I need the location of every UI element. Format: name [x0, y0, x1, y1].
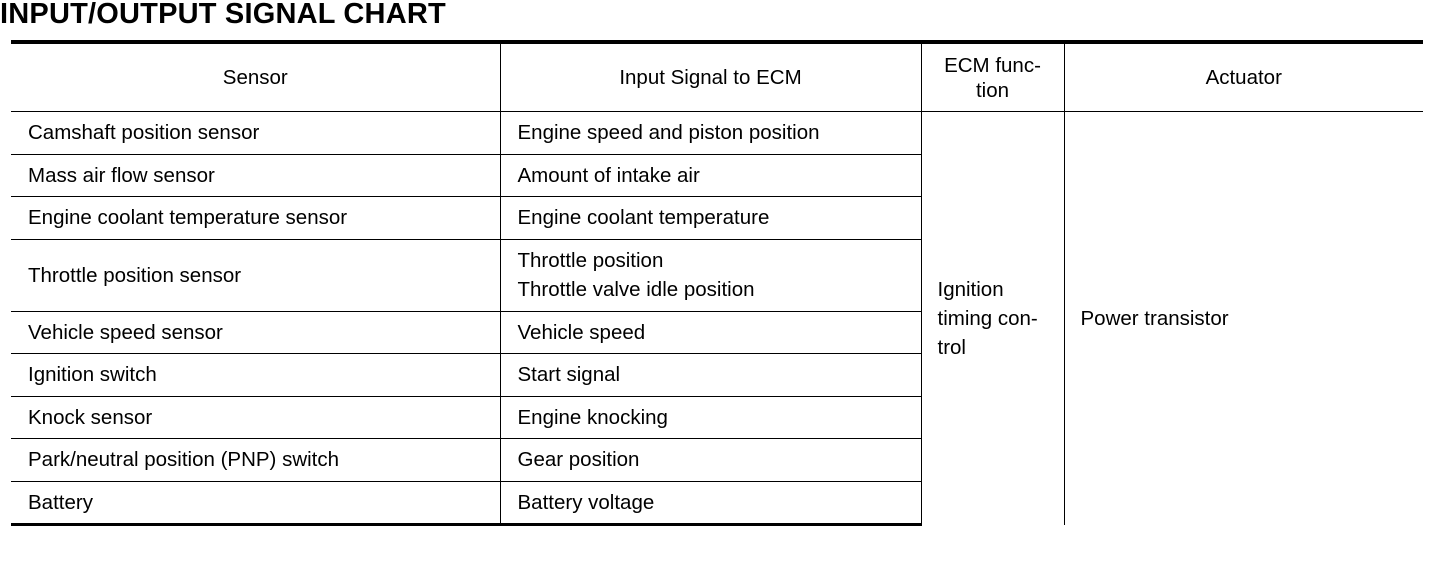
header-ecm-function-line-1: ECM func-	[944, 53, 1041, 77]
ecm-function-cell	[921, 112, 1064, 525]
ecm-function-line-2: timing con-	[937, 306, 1038, 330]
signal-cell: Amount of intake air	[500, 154, 921, 197]
sensor-cell: Ignition switch	[11, 354, 500, 397]
signal-cell: Engine speed and piston position	[500, 112, 921, 155]
signal-line-1: Throttle position	[517, 249, 664, 272]
header-ecm-function	[921, 42, 1064, 112]
signal-cell	[500, 239, 921, 311]
ecm-function-line-3: trol	[937, 335, 966, 359]
sensor-cell: Camshaft position sensor	[28, 121, 260, 145]
sensor-cell: Park/neutral position (PNP) switch	[11, 439, 500, 482]
signal-cell: Start signal	[500, 354, 921, 397]
ecm-function-line-1: Ignition	[937, 277, 1004, 301]
sensor-cell: Knock sensor	[11, 396, 500, 439]
sensor-cell: Vehicle speed sensor	[11, 311, 500, 354]
sensor-cell: Engine coolant temperature sensor	[11, 197, 500, 240]
header-sensor: Sensor	[11, 42, 500, 112]
signal-line-2: Throttle valve idle position	[517, 278, 755, 301]
page-title: INPUT/OUTPUT SIGNAL CHART	[0, 0, 446, 30]
signal-cell: Engine coolant temperature	[500, 197, 921, 240]
sensor-cell: Battery	[11, 481, 500, 525]
header-ecm-function-line-2: tion	[975, 78, 1010, 102]
signal-cell: Battery voltage	[500, 481, 921, 525]
header-actuator: Actuator	[1064, 42, 1423, 112]
table-header-row	[11, 42, 1423, 112]
header-input-signal: Input Signal to ECM	[500, 42, 921, 112]
actuator-cell: Power transistor	[1064, 112, 1423, 525]
sensor-cell: Mass air flow sensor	[11, 154, 500, 197]
signal-cell: Gear position	[500, 439, 921, 482]
signal-cell: Engine knocking	[500, 396, 921, 439]
signal-cell: Vehicle speed	[500, 311, 921, 354]
sensor-cell: Throttle position sensor	[11, 239, 500, 311]
io-signal-table	[11, 40, 1423, 526]
table-row	[11, 112, 1423, 155]
